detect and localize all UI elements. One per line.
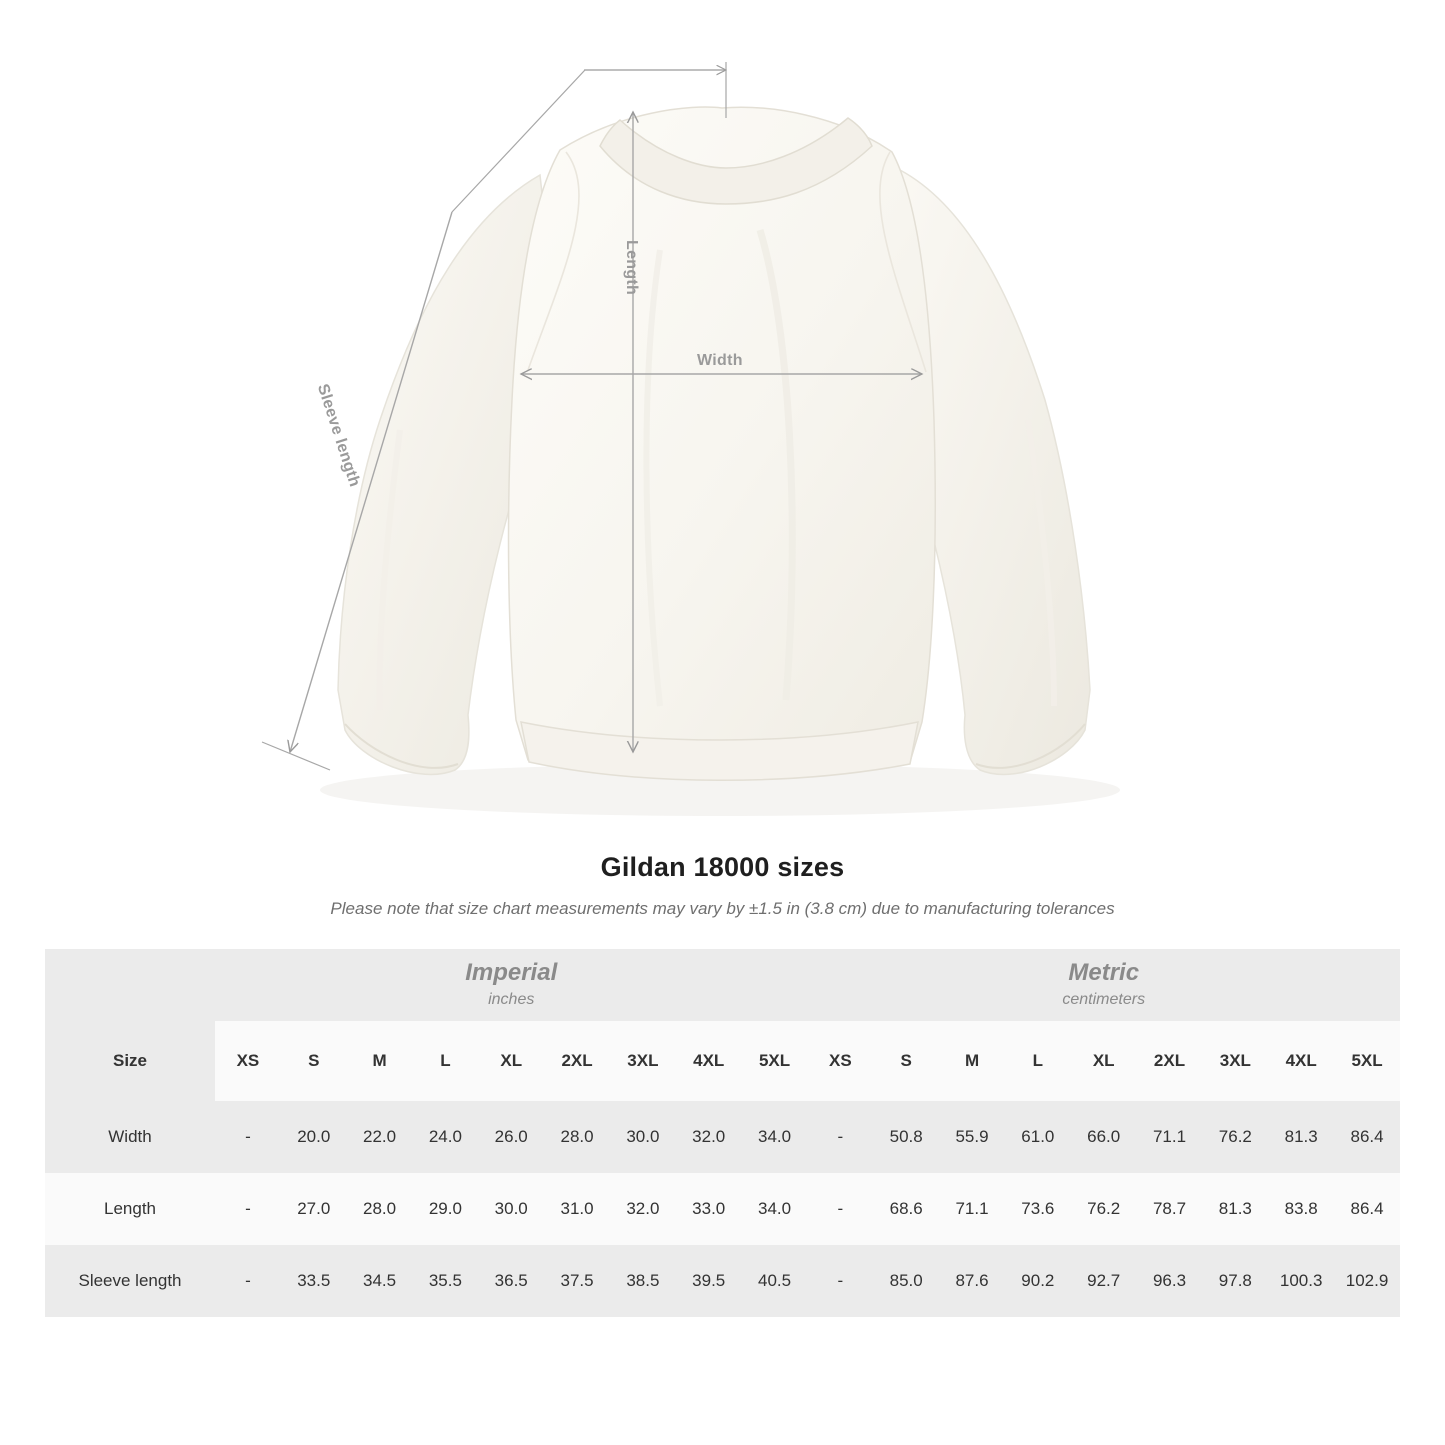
measurement-cell: 100.3	[1268, 1245, 1334, 1317]
measurement-cell: 66.0	[1071, 1101, 1137, 1173]
length-dimension-label: Length	[623, 240, 640, 296]
size-header-cell: M	[347, 1021, 413, 1101]
size-header-cell: XL	[1071, 1021, 1137, 1101]
measurement-cell: 78.7	[1137, 1173, 1203, 1245]
measurement-cell: 34.5	[347, 1245, 413, 1317]
unit-header-imperial	[215, 949, 807, 1021]
measurement-cell: 34.0	[742, 1173, 808, 1245]
measurement-cell: -	[215, 1173, 281, 1245]
size-header-cell: 3XL	[1202, 1021, 1268, 1101]
measurement-cell: 76.2	[1202, 1101, 1268, 1173]
measurement-cell: 71.1	[939, 1173, 1005, 1245]
measurement-cell: 35.5	[412, 1245, 478, 1317]
width-dimension-label: Width	[697, 352, 743, 369]
size-header-cell: 2XL	[1137, 1021, 1203, 1101]
size-header-cell: L	[412, 1021, 478, 1101]
measurement-cell: 33.0	[676, 1173, 742, 1245]
measurement-cell: 30.0	[610, 1101, 676, 1173]
measurement-cell: 24.0	[412, 1101, 478, 1173]
size-header-cell: 5XL	[1334, 1021, 1400, 1101]
measurement-cell: 92.7	[1071, 1245, 1137, 1317]
size-header-cell: 4XL	[1268, 1021, 1334, 1101]
size-header-row	[45, 1021, 1400, 1101]
measurement-label: Width	[45, 1101, 215, 1173]
size-header-cell: 5XL	[742, 1021, 808, 1101]
unit-header-row	[45, 949, 1400, 1021]
measurement-cell: 40.5	[742, 1245, 808, 1317]
unit-name-metric: Metric	[1068, 959, 1140, 986]
measurement-cell: 22.0	[347, 1101, 413, 1173]
measurement-cell: -	[807, 1173, 873, 1245]
measurement-cell: 27.0	[281, 1173, 347, 1245]
measurement-cell: 76.2	[1071, 1173, 1137, 1245]
measurement-cell: 61.0	[1005, 1101, 1071, 1173]
measurement-cell: 85.0	[873, 1245, 939, 1317]
unit-sub-metric: centimeters	[1062, 991, 1146, 1008]
measurement-cell: 86.4	[1334, 1101, 1400, 1173]
measurement-cell: 32.0	[676, 1101, 742, 1173]
measurement-cell: 68.6	[873, 1173, 939, 1245]
size-header-cell: S	[281, 1021, 347, 1101]
measurement-cell: -	[215, 1245, 281, 1317]
measurement-label: Sleeve length	[45, 1245, 215, 1317]
measurement-cell: 31.0	[544, 1173, 610, 1245]
tolerance-note: Please note that size chart measurements may vary by ±1.5 in (3.8 cm) due to manufacturing tolerances	[330, 899, 1115, 918]
measurement-cell: 102.9	[1334, 1245, 1400, 1317]
measurement-cell: 96.3	[1137, 1245, 1203, 1317]
measurement-cell: 83.8	[1268, 1173, 1334, 1245]
measurement-cell: 38.5	[610, 1245, 676, 1317]
measurement-cell: 81.3	[1268, 1101, 1334, 1173]
measurement-cell: 26.0	[478, 1101, 544, 1173]
measurement-cell: 97.8	[1202, 1245, 1268, 1317]
measurement-cell: 55.9	[939, 1101, 1005, 1173]
measurement-cell: 28.0	[544, 1101, 610, 1173]
measurement-cell: 32.0	[610, 1173, 676, 1245]
chart-heading	[0, 852, 1445, 919]
table-row	[45, 1245, 1400, 1317]
measurement-cell: 90.2	[1005, 1245, 1071, 1317]
measurement-cell: 30.0	[478, 1173, 544, 1245]
measurement-cell: 86.4	[1334, 1173, 1400, 1245]
measurement-cell: 28.0	[347, 1173, 413, 1245]
sleeve-dimension-label: Sleeve length	[313, 382, 364, 490]
size-header-cell: 3XL	[610, 1021, 676, 1101]
size-header-cell: XS	[807, 1021, 873, 1101]
size-header-cell: 4XL	[676, 1021, 742, 1101]
measurement-cell: 81.3	[1202, 1173, 1268, 1245]
measurement-cell: 33.5	[281, 1245, 347, 1317]
unit-sub-imperial: inches	[488, 991, 535, 1008]
size-header-cell: XL	[478, 1021, 544, 1101]
size-table-wrapper	[45, 949, 1400, 1317]
size-header-cell: L	[1005, 1021, 1071, 1101]
measurement-cell: 20.0	[281, 1101, 347, 1173]
measurement-cell: 37.5	[544, 1245, 610, 1317]
size-table	[45, 949, 1400, 1317]
measurement-cell: -	[807, 1101, 873, 1173]
measurement-cell: 71.1	[1137, 1101, 1203, 1173]
measurement-cell: 50.8	[873, 1101, 939, 1173]
measurement-cell: 87.6	[939, 1245, 1005, 1317]
unit-name-imperial: Imperial	[465, 959, 558, 986]
size-header-cell: M	[939, 1021, 1005, 1101]
size-header-cell: XS	[215, 1021, 281, 1101]
size-header-cell: 2XL	[544, 1021, 610, 1101]
measurement-cell: -	[215, 1101, 281, 1173]
table-row	[45, 1173, 1400, 1245]
unit-header-spacer	[45, 949, 215, 1021]
page-title: Gildan 18000 sizes	[600, 852, 845, 882]
sleeve-tick-bottom	[262, 742, 330, 770]
measurement-cell: 34.0	[742, 1101, 808, 1173]
size-header-label: Size	[45, 1021, 215, 1101]
table-row	[45, 1101, 1400, 1173]
measurement-cell: 39.5	[676, 1245, 742, 1317]
measurement-cell: 29.0	[412, 1173, 478, 1245]
measurement-label: Length	[45, 1173, 215, 1245]
measurement-cell: -	[807, 1245, 873, 1317]
measurement-cell: 36.5	[478, 1245, 544, 1317]
measurement-cell: 73.6	[1005, 1173, 1071, 1245]
size-header-cell: S	[873, 1021, 939, 1101]
body	[509, 107, 936, 777]
unit-header-metric	[807, 949, 1400, 1021]
